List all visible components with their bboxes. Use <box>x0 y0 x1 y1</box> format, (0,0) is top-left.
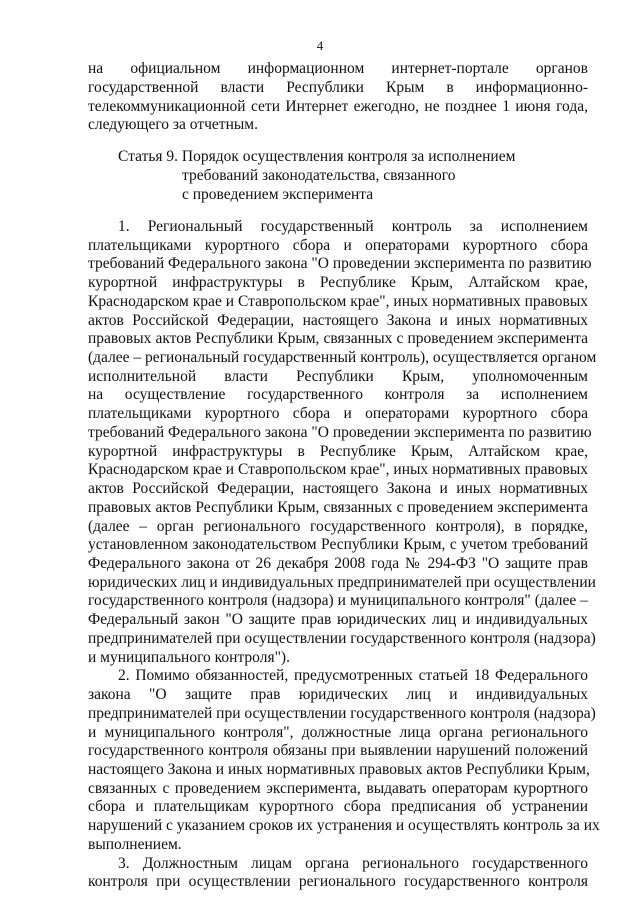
text-line: предпринимателей при осуществлении государственного контроля (надзора) <box>88 629 596 647</box>
article-heading-line: с проведением эксперимента <box>182 185 374 203</box>
text-line: Краснодарском крае и Ставропольском крае", иных нормативных правовых <box>88 292 588 310</box>
text-line: курортной инфраструктуры в Республике Крым, Алтайском крае, <box>88 274 588 291</box>
text-line: требований Федерального закона "О проведении эксперимента по развитию <box>88 255 592 273</box>
text-line: государственного контроля обязаны при выявлении нарушений положений <box>88 742 588 760</box>
text-line: сбора и плательщикам курортного сбора предписания об устранении <box>88 798 588 816</box>
text-line: Краснодарском крае и Ставропольском крае", иных нормативных правовых <box>88 461 588 479</box>
text-line: государственного контроля (надзора) и муниципального контроля" (далее – <box>88 592 588 610</box>
text-line: настоящего Закона и иных нормативных правовых актов Республики Крым, <box>88 760 590 778</box>
text-line: Федеральный закон "О защите прав юридических лиц и индивидуальных <box>88 611 588 629</box>
text-line: и муниципального контроля"). <box>88 648 290 666</box>
text-line: плательщиками курортного сбора и операторами курортного сбора <box>88 236 588 254</box>
text-line: государственной власти Республики Крым в информационно- <box>88 78 588 96</box>
text-line: требований Федерального закона "О проведении эксперимента по развитию <box>88 423 592 441</box>
text-line: 2. Помимо обязанностей, предусмотренных статьей 18 Федерального <box>118 667 588 685</box>
page-number: 4 <box>316 38 324 53</box>
text-line: (далее – орган регионального государственного контроля), в порядке, <box>88 517 588 535</box>
text-line: актов Российской Федерации, настоящего Закона и иных нормативных <box>88 480 588 497</box>
text-line: следующего за отчетным. <box>88 116 258 134</box>
text-line: исполнительной власти Республики Крым, уполномоченным <box>88 367 588 385</box>
text-line: на официальном информационном интернет-портале органов <box>88 60 588 77</box>
text-line: предпринимателей при осуществлении государственного контроля (надзора) <box>88 704 596 722</box>
text-line: (далее – региональный государственный контроль), осуществляется органом <box>88 348 597 366</box>
text-line: Федерального закона от 26 декабря 2008 года № 294-ФЗ "О защите прав <box>88 554 588 572</box>
text-line: плательщиками курортного сбора и операторами курортного сбора <box>88 405 588 423</box>
text-line: выполнением. <box>88 835 182 853</box>
article-heading-line: требований законодательства, связанного <box>182 167 456 184</box>
text-line: закона "О защите прав юридических лиц и индивидуальных <box>88 686 588 703</box>
article-heading-line: Статья 9. Порядок осуществления контроля за исполнением <box>118 148 516 166</box>
text-line: и муниципального контроля", должностные лица органа регионального <box>88 723 588 741</box>
text-line: 3. Должностным лицам органа регионального государственного <box>118 854 588 872</box>
text-line: на осуществление государственного контроля за исполнением <box>88 386 588 404</box>
text-line: установленном законодательством Республики Крым, с учетом требований <box>88 536 588 554</box>
text-line: нарушений с указанием сроков их устранения и осуществлять контроль за их <box>88 817 600 835</box>
text-line: телекоммуникационной сети Интернет ежегодно, не позднее 1 июня года, <box>88 97 588 115</box>
text-line: юридических лиц и индивидуальных предпринимателей при осуществлении <box>88 573 596 591</box>
text-line: курортной инфраструктуры в Республике Крым, Алтайском крае, <box>88 442 588 460</box>
text-line: правовых актов Республики Крым, связанных с проведением эксперимента <box>88 330 588 348</box>
text-line: актов Российской Федерации, настоящего Закона и иных нормативных <box>88 311 588 329</box>
text-line: связанных с проведением эксперимента, выдавать операторам курортного <box>88 779 588 797</box>
text-line: правовых актов Республики Крым, связанных с проведением эксперимента <box>88 498 588 516</box>
text-line: 1. Региональный государственный контроль за исполнением <box>118 217 588 235</box>
text-line: контроля при осуществлении регионального государственного контроля <box>88 873 588 891</box>
